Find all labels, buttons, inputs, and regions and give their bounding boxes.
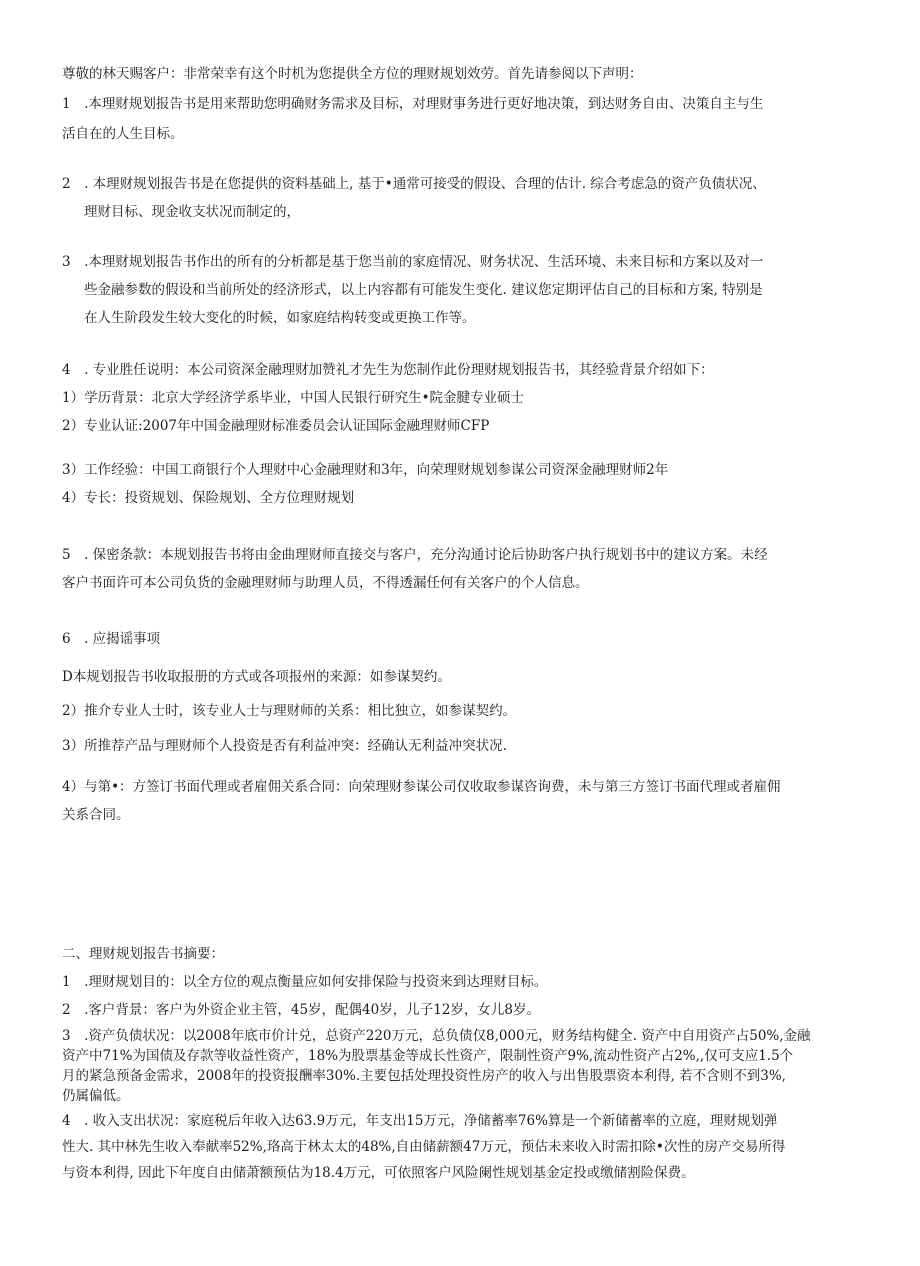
summary-item-3-line-4: 仍属偏低。 [62, 1088, 130, 1104]
statement-6-item-2: 2）推介专业人士时，该专业人士与理财师的关系：相比独立，如参谋契约。 [62, 703, 517, 719]
statement-6-item-3: 3）所推荐产品与理财师个人投资是否有利益冲突：经确认无利益冲突状况. [62, 738, 507, 754]
statement-5-line-1: 5 . 保密条款：本规划报告书将由金曲理财师直接交与客户，充分沟通讨论后协助客户执行规划书中的建议方案。未经 [62, 547, 768, 563]
summary-item-1: 1 .理财规划目的：以全方位的观点衡量应如何安排保险与投资来到达理财目标。 [62, 974, 548, 990]
statement-2-line-1: 2 . 本理财规划报告书是在您提供的资料基础上, 基于•通常可接受的假设、合理的估计. 综合考虑急的资产负债状况、 [62, 176, 766, 192]
summary-item-3-line-2: 资产中71%为国债及存款等收益性资产，18%为股票基金等成长性资产，限制性资产9%,流动性资产占2%,,仅可支应1.5个 [62, 1048, 794, 1064]
statement-2-line-2: 理财目标、现金收支状况而制定的， [84, 204, 300, 220]
summary-item-4-line-2: 性大. 其中林先生收入奉献率52%,珞高于林太太的48%,自由储薪额47万元，预估未来收入时需扣除•次性的房产交易所得 [62, 1139, 786, 1155]
summary-item-2: 2 .客户背景：客户为外资企业主管，45岁，配偶40岁，儿子12岁，女儿8岁。 [62, 1002, 541, 1018]
summary-item-3-line-3: 月的紧急预备金需求，2008年的投资报酬率30%.主要包括处理投资性房产的收入与出售股票资本利得, 若不含则不到3%, [62, 1068, 786, 1084]
statement-4-item-2: 2）专业认证:2007年中国金融理财标准委员会认证国际金融理财师CFP [62, 418, 490, 434]
summary-title: 二、理财规划报告书摘要： [62, 946, 224, 962]
summary-item-4-line-3: 与资本利得, 因此下年度自由储萧额预估为18.4万元，可依照客户风险阑性规划基金定投或缴储割险保费。 [62, 1165, 695, 1181]
statement-6-item-4-line-1: 4）与第•：方签订书面代理或者雇佣关系合同：向荣理财参谋公司仅收取参谋咨询费，未与第三方签订书面代理或者雇佣 [62, 779, 781, 795]
statement-4-line-1: 4 . 专业胜任说明：本公司资深金融理财加赞礼才先生为您制作此份理财规划报告书，其经验背景介绍如下： [62, 362, 714, 378]
statement-3-line-3: 在人生阶段发生较大变化的时候，如家庭结构转变或更换工作等。 [84, 310, 476, 326]
statement-4-item-3: 3）工作经验：中国工商银行个人理财中心金融理财和3年，向荣理财规划参谋公司资深金融理财师2年 [62, 462, 669, 478]
statement-3-line-2: 些金融参数的假设和当前所处的经济形式，以上内容都有可能发生变化. 建议您定期评估自己的目标和方案, 特别是 [84, 282, 763, 298]
summary-item-3-line-1: 3 .资产负债状况：以2008年底市价计兑，总资产220万元，总负债仅8,000元，财务结构健全. 资产中自用资产占50%,金融 [62, 1028, 811, 1044]
statement-1-line-1: 1 .本理财规划报告书是用来帮助您明确财务需求及目标，对理财事务进行更好地决策，到达财务自由、决策自主与生 [62, 96, 764, 112]
statement-6-item-1: D本规划报告书收取报册的方式或各项报州的来源：如参谋契约。 [62, 669, 451, 685]
statement-6-item-4-line-2: 关系合同。 [62, 807, 130, 823]
greeting-line: 尊敬的林天赐客户：非常荣幸有这个时机为您提供全方位的理财规划效劳。首先请参阅以下声明： [62, 66, 643, 82]
statement-3-line-1: 3 .本理财规划报告书作出的所有的分析都是基于您当前的家庭情况、财务状况、生活环境、未来目标和方案以及对一 [62, 254, 764, 270]
statement-4-item-1: 1）学历背景：北京大学经济学系毕业，中国人民银行研究生•院金腱专业硕士 [62, 390, 525, 406]
summary-item-4-line-1: 4 . 收入支出状况：家庭税后年收入达63.9万元，年支出15万元，净储蓄率76%算是一个新储蓄率的立庭，理财规划弹 [62, 1113, 778, 1129]
statement-5-line-2: 客户书面许可本公司负货的金融理财师与助理人员，不得透漏任何有关客户的个人信息。 [62, 575, 589, 591]
statement-4-item-4: 4）专长：投资规划、保险规划、全方位理财规划 [62, 490, 355, 506]
statement-6-title: 6 . 应揭谣事项 [62, 631, 161, 647]
statement-1-line-2: 活自在的人生目标。 [62, 126, 184, 142]
